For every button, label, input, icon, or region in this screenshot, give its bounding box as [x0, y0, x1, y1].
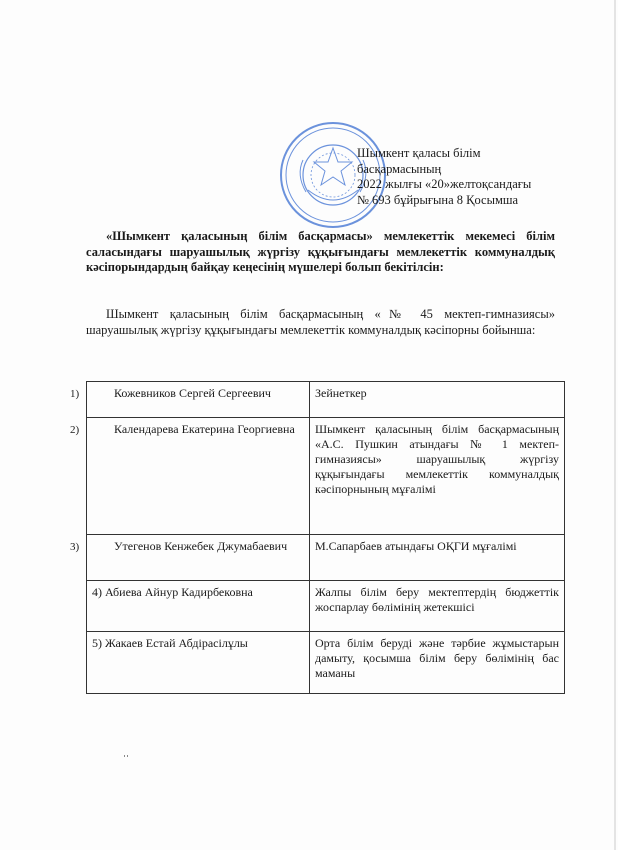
table-row	[87, 382, 565, 418]
header-line-1: Шымкент қаласы білім	[357, 146, 481, 160]
member-name: Календарева Екатерина Георгиевна	[114, 422, 295, 436]
document-header	[357, 146, 567, 208]
member-name: 5) Жакаев Естай Абдірасілұлы	[92, 636, 248, 650]
member-role: М.Сапарбаев атындағы ОҚГИ мұғалімі	[310, 535, 565, 581]
member-number: 3)	[70, 541, 80, 553]
scan-mark	[124, 744, 130, 746]
member-role: Шымкент қаласының білім басқармасының «А.С. Пушкин атындағы № 1 мектеп-гимназиясы» шаруашылық жүргізу құқығындағы мемлекеттік коммуналдық кәсіпорнының мұғалімі	[310, 418, 565, 535]
member-role: Жалпы білім беру мектептердің бюджеттік жоспарлау бөлімінің жетекшісі	[310, 581, 565, 632]
table-row	[87, 535, 565, 581]
member-name: 4) Абиева Айнур Кадирбековна	[92, 585, 253, 599]
header-line-4: № 693 бұйрығына 8 Қосымша	[357, 192, 519, 207]
member-name-cell	[70, 418, 310, 535]
table-row	[87, 581, 565, 632]
member-name-cell	[70, 382, 310, 418]
member-name: Утегенов Кенжебек Джумабаевич	[114, 539, 288, 553]
member-name-cell	[87, 581, 310, 632]
members-table	[70, 381, 565, 694]
header-line-3: 2022 жылғы «20»желтоқсандағы	[357, 177, 532, 191]
member-name-cell	[87, 632, 310, 694]
member-number: 2)	[70, 424, 80, 436]
document-title: «Шымкент қаласының білім басқармасы» мемлекеттік мекемесі білім саласындағы шаруашылық жүргізу құқығындағы мемлекеттік коммуналдық кәсіпорындардың байқау кеңесінің мүшелері болып бекітілсін:	[86, 229, 555, 274]
header-line-2: басқармасының	[357, 161, 442, 176]
member-role: Зейнеткер	[310, 382, 565, 418]
member-role: Орта білім беруді және тәрбие жұмыстарын дамыту, қосымша білім беру бөлімінің бас маманы	[310, 632, 565, 694]
table-row	[87, 632, 565, 694]
member-name: Кожевников Сергей Сергеевич	[114, 386, 271, 400]
table-row	[87, 418, 565, 535]
member-number: 1)	[70, 388, 80, 400]
member-name-cell	[70, 535, 310, 581]
scan-edge	[614, 0, 616, 850]
intro-paragraph: Шымкент қаласының білім басқармасының «№ 45 мектеп-гимназиясы» шаруашылық жүргізу құқығындағы мемлекеттік коммуналдық кәсіпорны бойынша:	[86, 307, 555, 337]
